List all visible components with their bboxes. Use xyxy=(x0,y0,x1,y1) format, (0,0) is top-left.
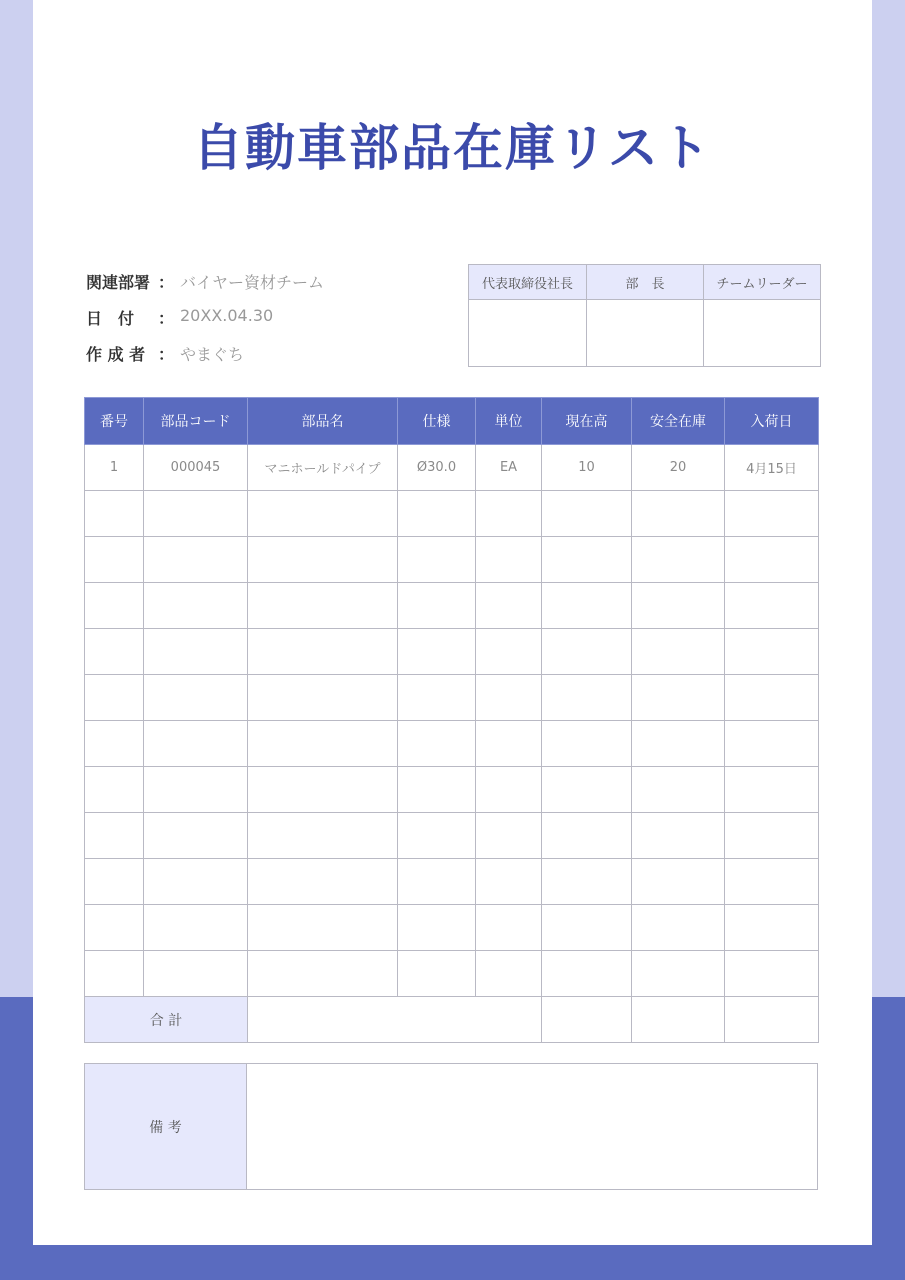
inventory-table xyxy=(84,397,819,1043)
approval-table xyxy=(468,264,821,367)
cell-safety-stock[interactable] xyxy=(632,859,725,905)
total-safety-stock[interactable] xyxy=(632,997,725,1043)
cell-unit[interactable] xyxy=(476,905,542,951)
col-header-spec: 仕様 xyxy=(398,398,476,445)
cell-arrival-date[interactable] xyxy=(725,491,819,537)
cell-unit[interactable] xyxy=(476,629,542,675)
table-row xyxy=(85,445,819,491)
cell-arrival-date[interactable] xyxy=(725,951,819,997)
col-header-part-code: 部品コード xyxy=(144,398,248,445)
cell-safety-stock[interactable]: 20 xyxy=(632,445,725,491)
cell-part-name[interactable] xyxy=(248,813,398,859)
table-row xyxy=(85,491,819,537)
approval-stamp-manager[interactable] xyxy=(587,300,704,367)
cell-safety-stock[interactable] xyxy=(632,721,725,767)
author-label: 作 成 者 xyxy=(86,345,146,364)
cell-safety-stock[interactable] xyxy=(632,905,725,951)
cell-part-code[interactable] xyxy=(144,767,248,813)
cell-number[interactable] xyxy=(85,905,144,951)
cell-unit[interactable] xyxy=(476,583,542,629)
cell-part-code[interactable] xyxy=(144,675,248,721)
cell-arrival-date[interactable] xyxy=(725,675,819,721)
cell-current-stock[interactable]: 10 xyxy=(542,445,632,491)
cell-spec[interactable] xyxy=(398,537,476,583)
table-row xyxy=(85,859,819,905)
cell-spec[interactable] xyxy=(398,491,476,537)
table-row xyxy=(85,951,819,997)
total-row xyxy=(85,997,819,1043)
cell-part-name[interactable] xyxy=(248,859,398,905)
cell-arrival-date[interactable] xyxy=(725,859,819,905)
cell-current-stock[interactable] xyxy=(542,629,632,675)
cell-part-name[interactable]: マニホールドパイプ xyxy=(248,445,398,491)
cell-part-code[interactable]: 000045 xyxy=(144,445,248,491)
cell-part-code[interactable] xyxy=(144,721,248,767)
cell-safety-stock[interactable] xyxy=(632,951,725,997)
cell-number[interactable] xyxy=(85,491,144,537)
cell-safety-stock[interactable] xyxy=(632,583,725,629)
cell-arrival-date[interactable] xyxy=(725,629,819,675)
cell-unit[interactable] xyxy=(476,813,542,859)
cell-unit[interactable] xyxy=(476,951,542,997)
department-label: 関連部署 xyxy=(86,273,151,292)
table-row xyxy=(85,675,819,721)
cell-part-name[interactable] xyxy=(248,767,398,813)
cell-arrival-date[interactable] xyxy=(725,537,819,583)
cell-part-name[interactable] xyxy=(248,629,398,675)
table-row xyxy=(85,583,819,629)
cell-arrival-date[interactable] xyxy=(725,905,819,951)
cell-part-code[interactable] xyxy=(144,905,248,951)
cell-current-stock[interactable] xyxy=(542,721,632,767)
cell-part-code[interactable] xyxy=(144,537,248,583)
cell-number[interactable] xyxy=(85,675,144,721)
cell-part-code[interactable] xyxy=(144,859,248,905)
cell-arrival-date[interactable] xyxy=(725,583,819,629)
col-header-current-stock: 現在高 xyxy=(542,398,632,445)
cell-spec[interactable] xyxy=(398,859,476,905)
cell-part-name[interactable] xyxy=(248,721,398,767)
cell-number[interactable] xyxy=(85,767,144,813)
cell-spec[interactable]: Ø30.0 xyxy=(398,445,476,491)
cell-part-name[interactable] xyxy=(248,583,398,629)
cell-part-code[interactable] xyxy=(144,813,248,859)
table-header-row xyxy=(85,398,819,445)
author-value: やまぐち xyxy=(180,345,245,364)
total-arrival[interactable] xyxy=(725,997,819,1043)
cell-current-stock[interactable] xyxy=(542,859,632,905)
cell-safety-stock[interactable] xyxy=(632,813,725,859)
cell-part-name[interactable] xyxy=(248,905,398,951)
cell-spec[interactable] xyxy=(398,905,476,951)
cell-spec[interactable] xyxy=(398,675,476,721)
table-row xyxy=(85,813,819,859)
cell-safety-stock[interactable] xyxy=(632,629,725,675)
cell-part-code[interactable] xyxy=(144,629,248,675)
table-row xyxy=(85,905,819,951)
notes-field[interactable] xyxy=(247,1064,818,1190)
cell-current-stock[interactable] xyxy=(542,583,632,629)
col-header-arrival-date: 入荷日 xyxy=(725,398,819,445)
total-label: 合 計 xyxy=(85,997,248,1043)
date-colon: ： xyxy=(158,309,175,328)
cell-arrival-date[interactable]: 4月15日 xyxy=(725,445,819,491)
approval-header-manager: 部 長 xyxy=(587,265,704,300)
table-row xyxy=(85,767,819,813)
cell-spec[interactable] xyxy=(398,767,476,813)
cell-spec[interactable] xyxy=(398,951,476,997)
cell-number[interactable] xyxy=(85,951,144,997)
cell-spec[interactable] xyxy=(398,583,476,629)
cell-number[interactable] xyxy=(85,859,144,905)
cell-number[interactable] xyxy=(85,583,144,629)
cell-number[interactable] xyxy=(85,813,144,859)
notes-table xyxy=(84,1063,818,1190)
cell-safety-stock[interactable] xyxy=(632,767,725,813)
col-header-safety-stock: 安全在庫 xyxy=(632,398,725,445)
cell-arrival-date[interactable] xyxy=(725,721,819,767)
table-row xyxy=(85,721,819,767)
approval-header-leader: チームリーダー xyxy=(704,265,821,300)
cell-number[interactable]: 1 xyxy=(85,445,144,491)
cell-part-name[interactable] xyxy=(248,537,398,583)
department-value: バイヤー資材チーム xyxy=(180,273,325,292)
table-row xyxy=(85,629,819,675)
cell-current-stock[interactable] xyxy=(542,537,632,583)
notes-label: 備 考 xyxy=(85,1064,247,1190)
cell-spec[interactable] xyxy=(398,721,476,767)
cell-arrival-date[interactable] xyxy=(725,767,819,813)
document-title: 自動車部品在庫リスト xyxy=(193,119,712,177)
cell-current-stock[interactable] xyxy=(542,491,632,537)
cell-current-stock[interactable] xyxy=(542,675,632,721)
cell-spec[interactable] xyxy=(398,813,476,859)
cell-number[interactable] xyxy=(85,721,144,767)
cell-unit[interactable] xyxy=(476,767,542,813)
date-value: 20XX.04.30 xyxy=(180,306,274,325)
table-row xyxy=(85,537,819,583)
cell-current-stock[interactable] xyxy=(542,905,632,951)
cell-unit[interactable] xyxy=(476,721,542,767)
cell-part-name[interactable] xyxy=(248,675,398,721)
cell-part-name[interactable] xyxy=(248,951,398,997)
approval-header-president: 代表取締役社長 xyxy=(469,265,587,300)
cell-current-stock[interactable] xyxy=(542,951,632,997)
cell-spec[interactable] xyxy=(398,629,476,675)
cell-arrival-date[interactable] xyxy=(725,813,819,859)
total-current-stock[interactable] xyxy=(542,997,632,1043)
cell-part-code[interactable] xyxy=(144,491,248,537)
col-header-number: 番号 xyxy=(85,398,144,445)
cell-part-name[interactable] xyxy=(248,491,398,537)
approval-stamp-president[interactable] xyxy=(469,300,587,367)
cell-safety-stock[interactable] xyxy=(632,675,725,721)
date-label: 日 付 xyxy=(86,309,135,328)
cell-current-stock[interactable] xyxy=(542,813,632,859)
cell-safety-stock[interactable] xyxy=(632,491,725,537)
cell-current-stock[interactable] xyxy=(542,767,632,813)
cell-unit[interactable] xyxy=(476,537,542,583)
cell-safety-stock[interactable] xyxy=(632,537,725,583)
cell-unit[interactable]: EA xyxy=(476,445,542,491)
col-header-unit: 単位 xyxy=(476,398,542,445)
cell-unit[interactable] xyxy=(476,859,542,905)
total-cell-span[interactable] xyxy=(248,997,542,1043)
author-colon: ： xyxy=(158,345,175,364)
cell-number[interactable] xyxy=(85,629,144,675)
department-colon: ： xyxy=(158,273,175,292)
cell-number[interactable] xyxy=(85,537,144,583)
cell-part-code[interactable] xyxy=(144,583,248,629)
col-header-part-name: 部品名 xyxy=(248,398,398,445)
cell-part-code[interactable] xyxy=(144,951,248,997)
approval-stamp-leader[interactable] xyxy=(704,300,821,367)
cell-unit[interactable] xyxy=(476,675,542,721)
cell-unit[interactable] xyxy=(476,491,542,537)
